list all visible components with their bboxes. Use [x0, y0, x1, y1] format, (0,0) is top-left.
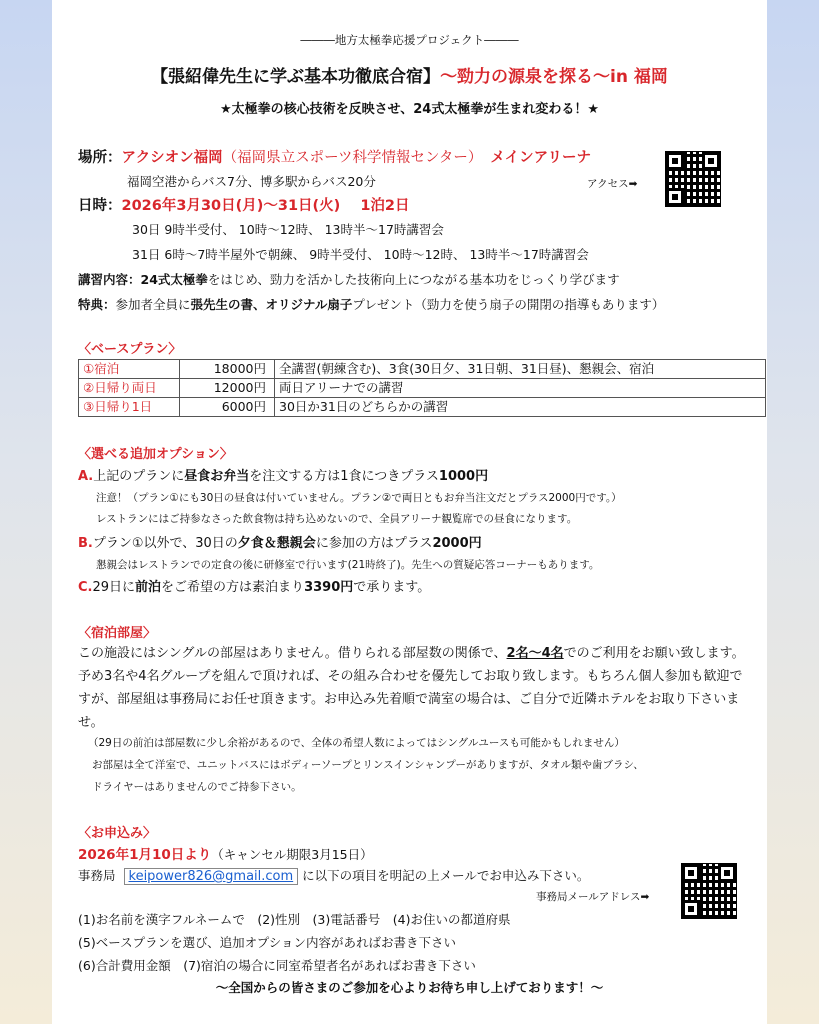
- option-b: [78, 532, 482, 551]
- rooms-paragraph: [78, 642, 748, 734]
- access-qr-code[interactable]: [666, 152, 720, 206]
- apply-email-line: [78, 866, 589, 885]
- option-c-price: 3390円: [304, 580, 354, 595]
- table-row: [79, 379, 766, 398]
- option-a-mark: A.: [78, 469, 94, 484]
- date-line: [78, 194, 410, 215]
- rooms-note3: ドライヤーはありませんのでご持参下さい。: [92, 781, 302, 793]
- option-a-item: 昼食お弁当: [184, 469, 250, 484]
- content-line: [78, 270, 620, 288]
- apply-heading: 〈お申込み〉: [78, 826, 157, 841]
- option-b-note: 懇親会はレストランでの定食の後に研修室で行います(21時終了)。先生への質疑応答コーナーもあります。: [96, 559, 600, 571]
- content-label: 講習内容：: [78, 272, 141, 287]
- apply-period: [78, 843, 373, 863]
- base-plan-table: [78, 359, 766, 417]
- plan-desc: 30日か31日のどちらかの講習: [275, 398, 766, 417]
- apply-item-3: (6)合計費用金額 (7)宿泊の場合に同室希望者名があればお書き下さい: [78, 958, 476, 973]
- plan-name: ①宿泊: [79, 360, 180, 379]
- day30-schedule: 30日 9時半受付、 10時～12時、 13時半～17時講習会: [132, 222, 444, 237]
- plan-price: 6000円: [180, 398, 275, 417]
- option-a-note2: レストランにはご持参なさった飲食物は持ち込めないので、全員アリーナ観覧席での昼食になります。: [96, 513, 578, 525]
- option-a-price: 1000円: [438, 469, 489, 484]
- apply-start: 2026年1月10日より: [78, 847, 212, 863]
- table-row: [79, 398, 766, 417]
- option-a-text: 上記のプランに: [93, 469, 185, 484]
- page-title: [52, 62, 767, 87]
- office-label: 事務局: [78, 868, 116, 883]
- rooms-text: この施設にはシングルの部屋はありません。借りられる部屋数の関係で、: [78, 646, 507, 661]
- plan-price: 12000円: [180, 379, 275, 398]
- closing-message: ～全国からの皆さまのご参加を心よりお待ち申し上げております！～: [215, 980, 604, 995]
- option-b-item: 夕食＆懇親会: [237, 536, 316, 551]
- date-stay: 1泊2日: [360, 198, 410, 214]
- option-b-text: プラン①以外で、30日の: [92, 536, 238, 551]
- title-main: 【張紹偉先生に学ぶ基本功徹底合宿】: [151, 67, 441, 87]
- benefit-text2: プレゼント（勁力を使う扇子の開閉の指導もあります）: [352, 297, 665, 312]
- plan-price: 18000円: [180, 360, 275, 379]
- content-text: をはじめ、勁力を活かした技術向上につながる基本功をじっくり学びます: [207, 272, 620, 287]
- venue-line: [78, 146, 591, 167]
- venue-name: アクシオン福岡: [121, 150, 223, 166]
- options-heading: 〈選べる追加オプション〉: [78, 447, 233, 462]
- email-qr-label: 事務局メールアドレス➡: [536, 891, 650, 903]
- option-b-mark: B.: [78, 536, 93, 551]
- benefit-label: 特典：: [78, 297, 116, 312]
- base-plan-heading: 〈ベースプラン〉: [78, 342, 182, 357]
- option-b-text2: に参加の方はプラス: [315, 536, 433, 551]
- apply-cancel: （キャンセル期限3月15日）: [211, 847, 373, 862]
- venue-hall: メインアリーナ: [490, 150, 592, 166]
- office-email-link[interactable]: keipower826@gmail.com: [124, 868, 299, 885]
- plan-desc: 全講習(朝練含む)、3食(30日夕、31日朝、31日昼)、懇親会、宿泊: [275, 360, 766, 379]
- content-bold: 24式太極拳: [140, 272, 208, 287]
- rooms-capacity: 2名～4名: [506, 646, 564, 661]
- rooms-note1: （29日の前泊は部屋数に少し余裕があるので、全体の希望人数によってはシングルユースも可能かもしれません）: [88, 737, 625, 749]
- option-a-text2: を注文する方は1食につきプラス: [249, 469, 439, 484]
- option-a-note1: 注意！（プラン①にも30日の昼食は付いていません。プラン②で両日ともお弁当注文だとプラス2000円です。）: [96, 492, 622, 504]
- access-qr-label: アクセス➡: [587, 178, 638, 190]
- day31-schedule: 31日 6時～7時半屋外で朝練、 9時半受付、 10時～12時、 13時半～17時講習会: [132, 247, 589, 262]
- subtitle: ★太極拳の核心技術を反映させ、24式太極拳が生まれ変わる！★: [219, 102, 599, 117]
- venue-detail: （福岡県立スポーツ科学情報センター）: [222, 150, 483, 166]
- option-c-mark: C.: [78, 580, 93, 595]
- option-c: [78, 576, 430, 595]
- table-row: [79, 360, 766, 379]
- apply-item-1: (1)お名前を漢字フルネームで (2)性別 (3)電話番号 (4)お住いの都道府県: [78, 912, 511, 927]
- option-c-text: 29日に: [92, 580, 136, 595]
- venue-access-note: 福岡空港からバス7分、博多駅からバス20分: [127, 174, 376, 189]
- title-sub: ～勁力の源泉を探る～in 福岡: [440, 67, 668, 87]
- plan-name: ③日帰り1日: [79, 398, 180, 417]
- date-value: 2026年3月30日(月)～31日(火): [121, 198, 341, 214]
- benefit-line: [78, 295, 664, 313]
- email-note: に以下の項目を明記の上メールでお申込み下さい。: [302, 868, 590, 883]
- option-c-text3: で承ります。: [353, 580, 431, 595]
- plan-desc: 両日アリーナでの講習: [275, 379, 766, 398]
- option-c-text2: をご希望の方は素泊まり: [161, 580, 305, 595]
- rooms-heading: 〈宿泊部屋〉: [78, 626, 157, 641]
- option-b-price: 2000円: [432, 536, 482, 551]
- rooms-note2: お部屋は全て洋室で、ユニットバスにはボディーソープとリンスインシャンプーがありますが、タオル類や歯ブラシ、: [92, 759, 644, 771]
- date-label: 日時：: [78, 198, 122, 214]
- venue-label: 場所：: [78, 150, 122, 166]
- benefit-text1: 参加者全員に: [115, 297, 191, 312]
- email-qr-code[interactable]: [682, 864, 736, 918]
- plan-name: ②日帰り両日: [79, 379, 180, 398]
- apply-item-2: (5)ベースプランを選び、追加オプション内容があればお書き下さい: [78, 935, 456, 950]
- flyer-sheet: [52, 0, 767, 1024]
- option-c-item: 前泊: [135, 580, 162, 595]
- rooms-text2: でのご利用をお願い致します。予め3名や4名グループを組んで頂ければ、その組み合わせを優先してお取り致します。もちろん個人参加も歓迎ですが、部屋組は事務局にお任せ頂きます。お申込み先着順で満室の場合は、ご自分で近隣ホテルをお取り下さいませ。: [78, 646, 745, 730]
- benefit-bold: 張先生の書、オリジナル扇子: [190, 297, 353, 312]
- project-line: ―――地方太極拳応援プロジェクト―――: [300, 33, 519, 47]
- option-a: [78, 465, 488, 484]
